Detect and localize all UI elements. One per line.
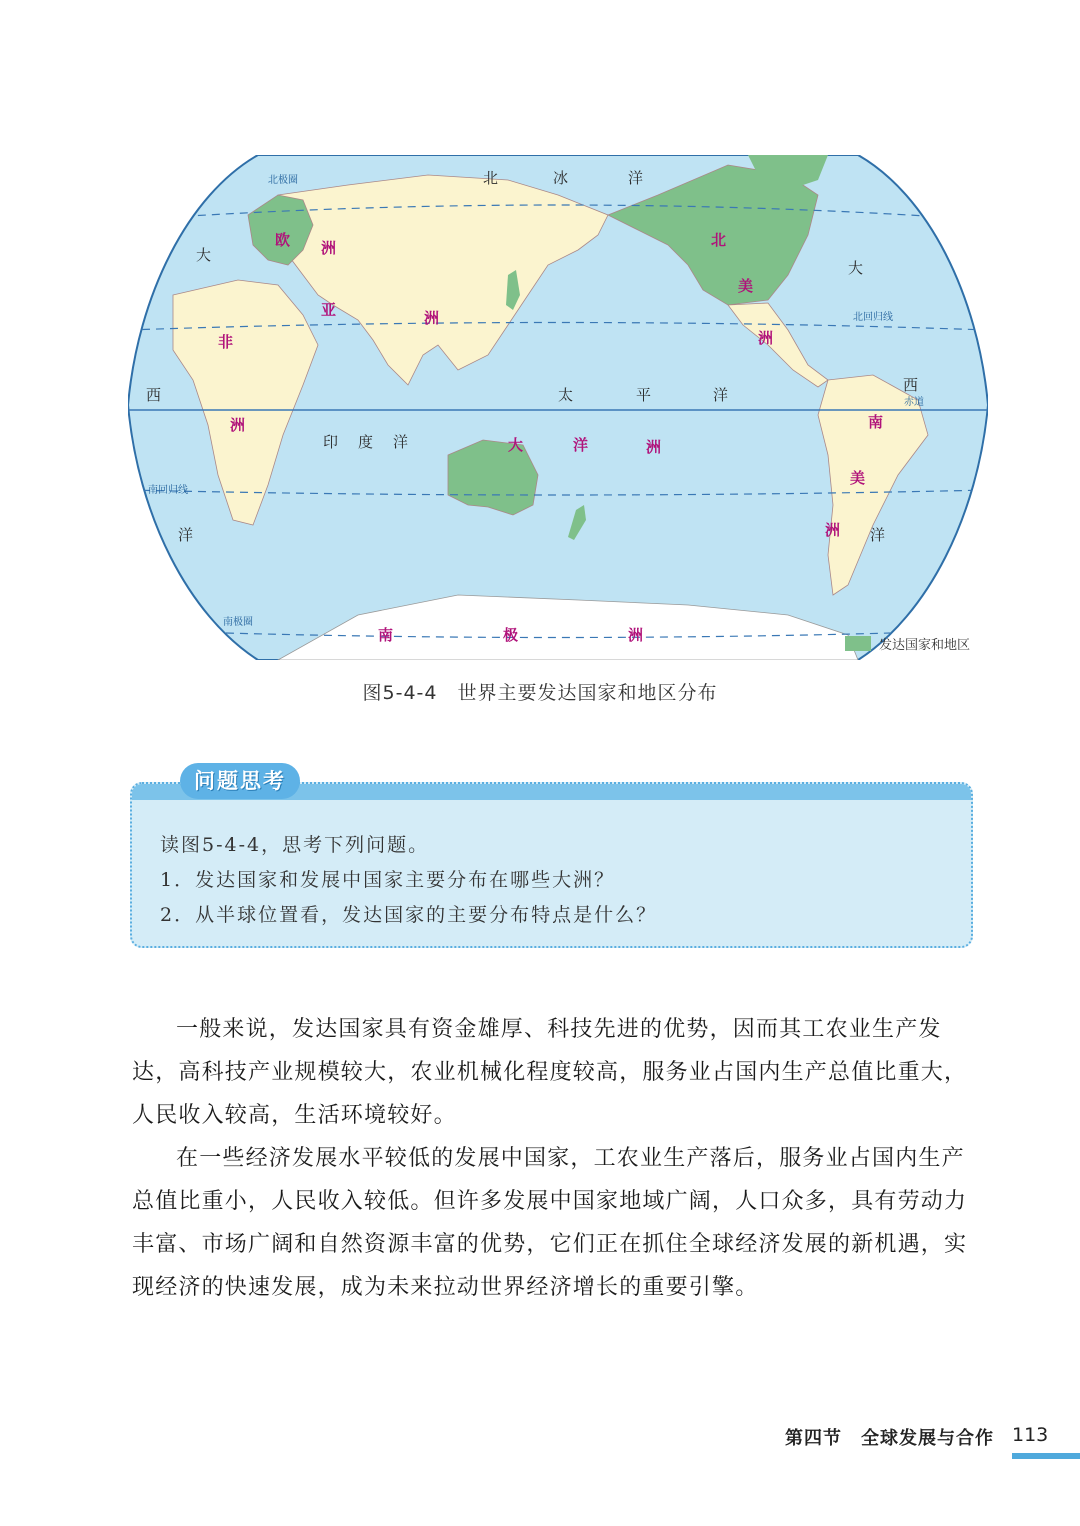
- legend-label: 发达国家和地区: [879, 638, 971, 653]
- figure-caption: [0, 678, 1080, 705]
- ocean-label-indian-1: 印: [323, 433, 340, 451]
- continent-label-sa-1: 南: [868, 413, 884, 431]
- question-intro: 读图5-4-4，思考下列问题。: [160, 834, 430, 856]
- continent-label-antarctica-1: 南: [378, 626, 394, 644]
- continent-label-antarctica-2: 极: [503, 626, 519, 644]
- ocean-label-atlantic-w-3: 洋: [178, 526, 195, 544]
- ocean-label-indian-3: 洋: [393, 433, 410, 451]
- ocean-label-indian-2: 度: [358, 433, 375, 451]
- ocean-label-pacific-3: 洋: [713, 386, 730, 404]
- line-label-arctic-circle: 北极圈: [268, 175, 298, 186]
- continent-label-africa-1: 非: [218, 333, 234, 351]
- footer-page-number: 113: [1012, 1424, 1049, 1446]
- body-paragraph-1: 一般来说，发达国家具有资金雄厚、科技先进的优势，因而其工农业生产发达，高科技产业规模较大，农业机械化程度较高，服务业占国内生产总值比重大，人民收入较高，生活环境较好。: [132, 1017, 968, 1128]
- continent-label-na-1: 北: [711, 231, 727, 249]
- continent-label-oceania-2: 洋: [573, 436, 589, 454]
- continent-label-sa-3: 洲: [825, 521, 841, 539]
- world-map: [128, 155, 988, 660]
- line-label-antarctic-circle: 南极圈: [223, 617, 253, 628]
- ocean-label-pacific-2: 平: [636, 386, 653, 404]
- question-item-1: 1．发达国家和发展中国家主要分布在哪些大洲？: [160, 869, 616, 891]
- question-tab: 问题思考: [180, 763, 300, 799]
- body-paragraph-2: 在一些经济发展水平较低的发展中国家，工农业生产落后，服务业占国内生产总值比重小，人民收入较低。但许多发展中国家地域广阔，人口众多，具有劳动力丰富、市场广阔和自然资源丰富的优势，它们正在抓住全球经济发展的新机遇，实现经济的快速发展，成为未来拉动世界经济增长的重要引擎。: [132, 1146, 968, 1300]
- figure-number: 图5-4-4: [362, 682, 438, 704]
- question-lines: [160, 828, 657, 933]
- continent-label-oceania-3: 洲: [646, 438, 662, 456]
- continent-label-antarctica-3: 洲: [628, 626, 644, 644]
- question-item-2: 2．从半球位置看，发达国家的主要分布特点是什么？: [160, 904, 658, 926]
- footer-accent-bar: [1012, 1453, 1080, 1459]
- ocean-label-arctic-1: 北: [483, 169, 500, 187]
- continent-label-sa-2: 美: [850, 469, 866, 487]
- ocean-label-pacific-1: 太: [558, 386, 575, 404]
- ocean-label-atlantic-e-2: 西: [903, 376, 920, 394]
- continent-label-africa-2: 洲: [230, 416, 246, 434]
- question-box: [130, 782, 973, 948]
- line-label-equator: 赤道: [904, 397, 924, 408]
- ocean-label-atlantic-e-1: 大: [848, 259, 865, 277]
- continent-label-asia-2: 洲: [424, 309, 440, 327]
- ocean-label-atlantic-w-2: 西: [146, 386, 163, 404]
- body-text: [132, 1008, 977, 1309]
- figure-title: 世界主要发达国家和地区分布: [457, 682, 718, 704]
- footer-chapter-title: 第四节 全球发展与合作: [785, 1428, 994, 1449]
- continent-label-europe-1: 欧: [275, 231, 291, 249]
- ocean-label-atlantic-w-1: 大: [196, 246, 213, 264]
- line-label-tropic-cancer: 北回归线: [853, 312, 893, 323]
- line-label-tropic-capricorn: 南回归线: [148, 485, 188, 496]
- continent-label-europe-2: 洲: [321, 239, 337, 257]
- continent-label-oceania-1: 大: [508, 436, 524, 454]
- world-map-svg: [128, 155, 988, 660]
- ocean-label-arctic-2: 冰: [553, 169, 570, 187]
- legend-swatch-developed: [845, 636, 871, 651]
- continent-label-na-3: 洲: [758, 329, 774, 347]
- continent-label-asia-1: 亚: [321, 301, 337, 319]
- map-legend: [845, 634, 970, 653]
- continent-label-na-2: 美: [738, 277, 754, 295]
- ocean-label-arctic-3: 洋: [628, 169, 645, 187]
- ocean-label-atlantic-e-3: 洋: [870, 526, 887, 544]
